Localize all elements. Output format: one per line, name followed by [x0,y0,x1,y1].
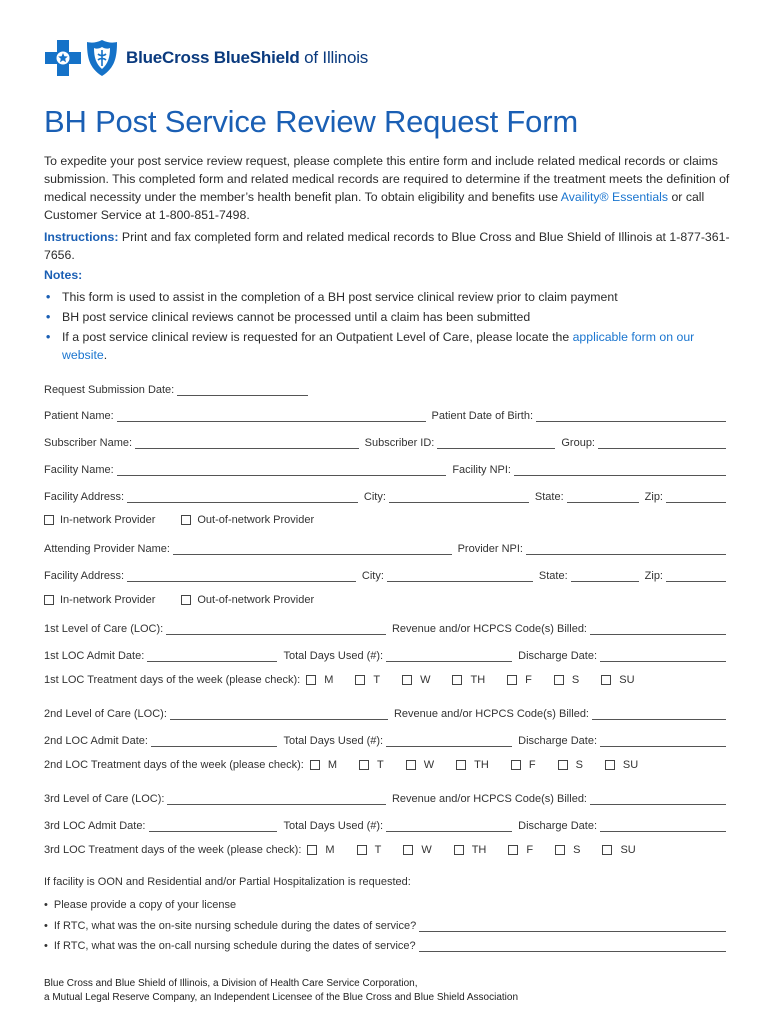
day-option[interactable]: SU [602,844,635,856]
bullet-icon: • [44,920,48,932]
provider-npi-field[interactable] [526,543,726,555]
intro-paragraph: To expedite your post service review request, please complete this entire form and include related medical records or claims submission. This completed form and related medical records are required to determine if the treatment meets the definition of medical necessity under the member’s health benefit plan. To obtain eligibility and benefits use Availity® Essentials or call Customer Service at 1-800-851-7498. [44,154,730,222]
day-option[interactable]: T [357,844,382,856]
provider-zip-field[interactable] [666,570,726,582]
notes-title: Notes: [44,268,83,282]
day-option[interactable]: SU [605,759,638,771]
loc1-total-days-field[interactable] [386,650,512,662]
subscriber-row: Subscriber Name: Subscriber ID: Group: [44,433,726,449]
loc3-field[interactable] [167,793,386,805]
loc2-discharge-field[interactable] [600,735,726,747]
bullet-icon: • [44,899,48,911]
loc3-total-days-field[interactable] [386,820,512,832]
brand-name: BlueCross BlueShield of Illinois [126,48,369,67]
loc1-revenue-field[interactable] [590,623,726,635]
loc2-revenue-field[interactable] [592,708,726,720]
day-option[interactable]: M [307,844,334,856]
loc1-dates-row: 1st LOC Admit Date: Total Days Used (#): Discharge Date: [44,646,726,662]
day-option[interactable]: S [554,674,579,686]
facility-address-field[interactable] [127,491,358,503]
loc1-row: 1st Level of Care (LOC): Revenue and/or HCPCS Code(s) Billed: [44,619,726,635]
day-option[interactable]: TH [452,674,485,686]
loc3-revenue-field[interactable] [590,793,726,805]
loc3-admit-field[interactable] [149,820,278,832]
provider-state-field[interactable] [571,570,639,582]
loc1-admit-field[interactable] [147,650,277,662]
request-date-row: Request Submission Date: [44,380,308,396]
blue-cross-icon [44,39,82,77]
applicable-form-link[interactable]: applicable form on our website [62,330,695,362]
provider-address-row: Facility Address: City: State: Zip: [44,566,726,582]
onsite-nursing-field[interactable] [419,920,726,932]
in-network-option[interactable]: In-network Provider [44,514,155,526]
subscriber-id-field[interactable] [437,437,555,449]
oncall-nursing-field[interactable] [419,940,726,952]
day-option[interactable]: M [310,759,337,771]
instructions-paragraph: Instructions: Print and fax completed form and related medical records to Blue Cross and Blue Shield of Illinois at 1-877-361-7656. [44,230,730,262]
bcbs-logo [44,38,368,78]
out-network-option[interactable]: Out-of-network Provider [181,514,314,526]
out-network-option[interactable]: Out-of-network Provider [181,594,314,606]
day-option[interactable]: S [558,759,583,771]
footer: Blue Cross and Blue Shield of Illinois, a Division of Health Care Service Corporation, a Mutual Legal Reserve Company, an Independent Licensee of the Blue Cross and Blue Shield Association [44,978,519,1003]
request-date-field[interactable] [177,384,308,396]
in-network-option[interactable]: In-network Provider [44,594,155,606]
facility-address-row: Facility Address: City: State: Zip: [44,487,726,503]
loc3-discharge-field[interactable] [600,820,726,832]
zip-field[interactable] [666,491,726,503]
attending-provider-field[interactable] [173,543,452,555]
list-item: • BH post service clinical reviews cannot be processed until a claim has been submitted [44,308,724,326]
facility-npi-field[interactable] [514,464,726,476]
day-option[interactable]: T [355,674,380,686]
day-option[interactable]: SU [601,674,634,686]
facility-row: Facility Name: Facility NPI: [44,460,726,476]
provider-network-checkboxes [44,592,340,608]
city-field[interactable] [389,491,529,503]
subscriber-name-field[interactable] [135,437,359,449]
checkbox[interactable] [44,595,54,605]
loc3-dates-row: 3rd LOC Admit Date: Total Days Used (#): Discharge Date: [44,816,726,832]
day-option[interactable]: S [555,844,580,856]
loc3-days-row: 3rd LOC Treatment days of the week (please check): M T W TH F S SU [44,844,636,856]
day-option[interactable]: F [507,674,532,686]
checkbox[interactable] [44,515,54,525]
day-option[interactable]: F [508,844,533,856]
loc2-field[interactable] [170,708,388,720]
loc2-total-days-field[interactable] [386,735,512,747]
day-option[interactable]: M [306,674,333,686]
oon-bullet-license: • Please provide a copy of your license [44,899,237,911]
loc2-row: 2nd Level of Care (LOC): Revenue and/or HCPCS Code(s) Billed: [44,704,726,720]
network-checkboxes [44,512,340,528]
oon-bullet-oncall: • If RTC, what was the on-call nursing schedule during the dates of service? [44,936,726,952]
notes-list [44,288,724,366]
loc2-days-row: 2nd LOC Treatment days of the week (please check): M T W TH F S SU [44,759,639,771]
oon-heading: If facility is OON and Residential and/or Partial Hospitalization is requested: [44,876,411,888]
checkbox[interactable] [181,595,191,605]
day-option[interactable]: TH [456,759,489,771]
loc3-row: 3rd Level of Care (LOC): Revenue and/or HCPCS Code(s) Billed: [44,789,726,805]
patient-name-field[interactable] [117,410,426,422]
day-option[interactable]: W [406,759,434,771]
loc2-dates-row: 2nd LOC Admit Date: Total Days Used (#): Discharge Date: [44,731,726,747]
provider-city-field[interactable] [387,570,533,582]
bullet-icon: • [44,940,48,952]
list-item: • If a post service clinical review is requested for an Outpatient Level of Care, please locate the applicable form on our website. [44,328,724,364]
day-option[interactable]: TH [454,844,487,856]
provider-row: Attending Provider Name: Provider NPI: [44,539,726,555]
loc1-days-row: 1st LOC Treatment days of the week (please check): M T W TH F S SU [44,674,635,686]
group-field[interactable] [598,437,726,449]
loc1-discharge-field[interactable] [600,650,726,662]
facility-name-field[interactable] [117,464,447,476]
blue-shield-icon [86,39,118,77]
patient-dob-field[interactable] [536,410,726,422]
oon-bullet-onsite: • If RTC, what was the on-site nursing schedule during the dates of service? [44,916,726,932]
availity-link[interactable]: Availity® Essentials [560,190,669,204]
checkbox[interactable] [181,515,191,525]
provider-address-field[interactable] [127,570,356,582]
loc2-admit-field[interactable] [151,735,278,747]
list-item: • This form is used to assist in the completion of a BH post service clinical review prior to claim payment [44,288,724,306]
page-title: BH Post Service Review Request Form [44,104,578,139]
state-field[interactable] [567,491,639,503]
day-option[interactable]: T [359,759,384,771]
day-option[interactable]: W [403,844,431,856]
day-option[interactable]: F [511,759,536,771]
loc1-field[interactable] [166,623,386,635]
day-option[interactable]: W [402,674,430,686]
patient-row: Patient Name: Patient Date of Birth: [44,406,726,422]
